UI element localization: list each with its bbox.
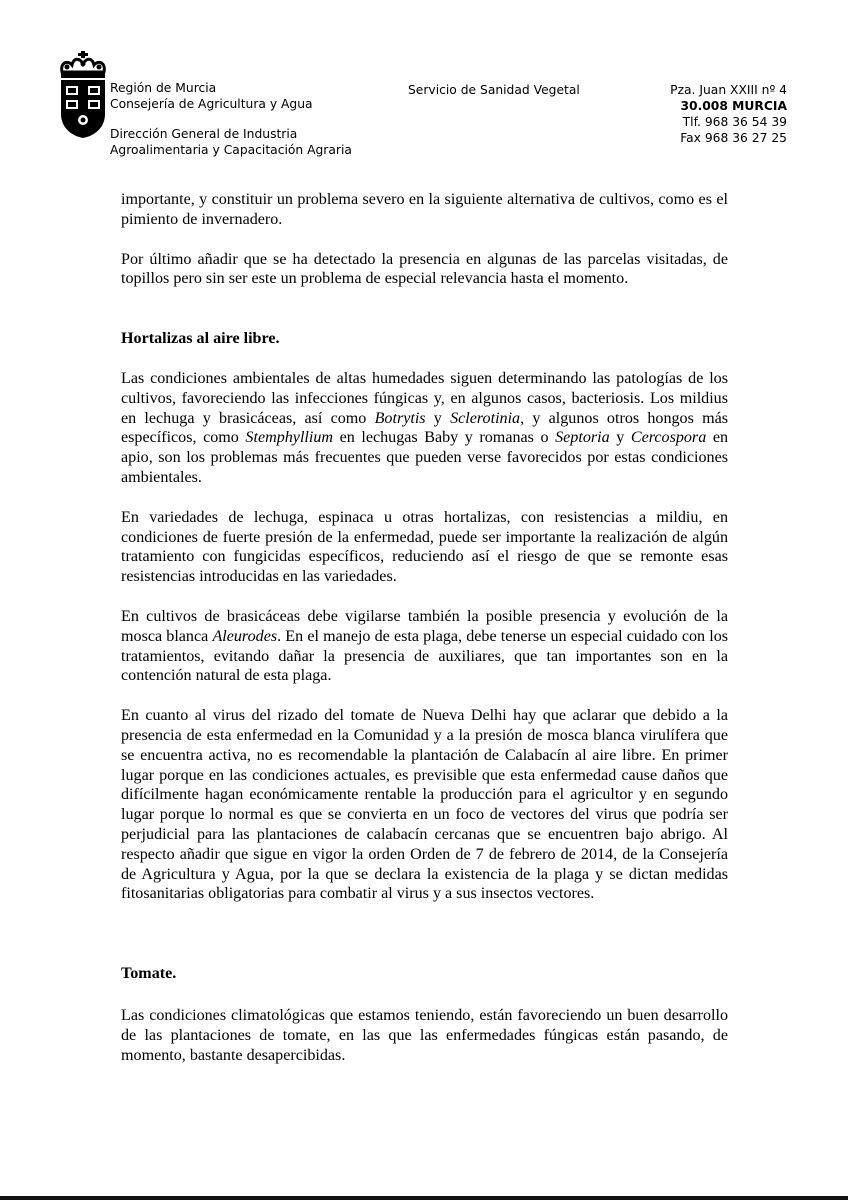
- species-name: Sclerotinia: [450, 409, 521, 427]
- header-address-block: [640, 82, 787, 146]
- paragraph: En cuanto al virus del rizado del tomate de Nueva Delhi hay que aclarar que debido a la presencia de esta enfermedad en la Comunidad y a la presión de mosca blanca virulífera que se encuentra activa, no es recomendable la plantación de Calabacín al aire libre. En primer lugar porque en las condiciones actuales, es previsible que esta enfermedad cause daños que difícilmente hagan económicamente rentable la producción para el agricultor y en segundo lugar porque lo normal es que se convierta en un foco de vectores del virus que podría ser perjudicial para las plantaciones de calabacín cercanas que se encuentren bajo abrigo. Al respecto añadir que sigue en vigor la orden Orden de 7 de febrero de 2014, de la Consejería de Agricultura y Agua, por la que se declara la existencia de la plaga y se dictan medidas fitosanitarias obligatorias para combatir al virus y a sus insectos vectores.: [121, 707, 728, 903]
- page-bottom-edge: [0, 1196, 848, 1200]
- header-fax: Fax 968 36 27 25: [680, 131, 787, 145]
- paragraph: En variedades de lechuga, espinaca u otras hortalizas, con resistencias a mildiu, en condiciones de fuerte presión de la enfermedad, puede ser importante la realización de algún tratamiento con fungicidas específicos, reduciendo así el riesgo de que se remonte esas resistencias introducidas en las variedades.: [121, 508, 728, 586]
- species-name: Stemphyllium: [245, 429, 334, 447]
- paragraph: Las condiciones climatológicas que estamos teniendo, están favoreciendo un buen desarrollo de las plantaciones de tomate, en las que las enfermedades fúngicas están pasando, de momento, bastante desapercibidas.: [121, 1006, 728, 1064]
- header-consejeria: Consejería de Agricultura y Agua: [110, 97, 313, 111]
- header-direccion: Dirección General de Industria: [110, 127, 298, 141]
- header-address: Pza. Juan XXIII nº 4: [670, 83, 787, 97]
- header-city: 30.008 MURCIA: [680, 99, 787, 113]
- section-heading-hortalizas: Hortalizas al aire libre.: [121, 330, 280, 348]
- paragraph: Las condiciones ambientales de altas humedades siguen determinando las patologías de los cultivos, favoreciendo las infecciones fúngicas y, en algunos casos, bacteriosis. Los mildius en lechuga y brasicáceas, así como Botrytis y Sclerotinia, y algunos otros hongos más específicos, como Stemphyllium en lechugas Baby y romanas o Septoria y Cercospora en apio, son los problemas más frecuentes que pueden verse favorecidos por estas condiciones ambientales.: [121, 369, 729, 486]
- header-service: Servicio de Sanidad Vegetal: [408, 83, 580, 97]
- region-de-murcia-crest-logo: [58, 50, 108, 140]
- document-body: [121, 190, 728, 1085]
- header-direccion-cont: Agroalimentaria y Capacitación Agraria: [110, 143, 352, 157]
- paragraph: importante, y constituir un problema severo en la siguiente alternativa de cultivos, como es el pimiento de invernadero.: [121, 191, 728, 228]
- header-phone: Tlf. 968 36 54 39: [682, 115, 787, 129]
- paragraph: Por último añadir que se ha detectado la presencia en algunas de las parcelas visitadas, de topillos pero sin ser este un problema de especial relevancia hasta el momento.: [121, 250, 728, 288]
- species-name: Cercospora: [630, 429, 707, 447]
- header-region: Región de Murcia: [110, 81, 217, 95]
- species-name: Septoria: [555, 429, 610, 447]
- section-heading-tomate: Tomate.: [121, 965, 177, 983]
- species-name: Botrytis: [374, 409, 426, 427]
- species-name: Aleurodes: [212, 627, 278, 645]
- header-institution-block: [110, 80, 352, 158]
- paragraph: En cultivos de brasicáceas debe vigilarse también la posible presencia y evolución de la mosca blanca Aleurodes. En el manejo de esta plaga, debe tenerse un especial cuidado con los tratamientos, evitando dañar la presencia de auxiliares, que tan importantes son en la contención natural de esta plaga.: [121, 607, 729, 685]
